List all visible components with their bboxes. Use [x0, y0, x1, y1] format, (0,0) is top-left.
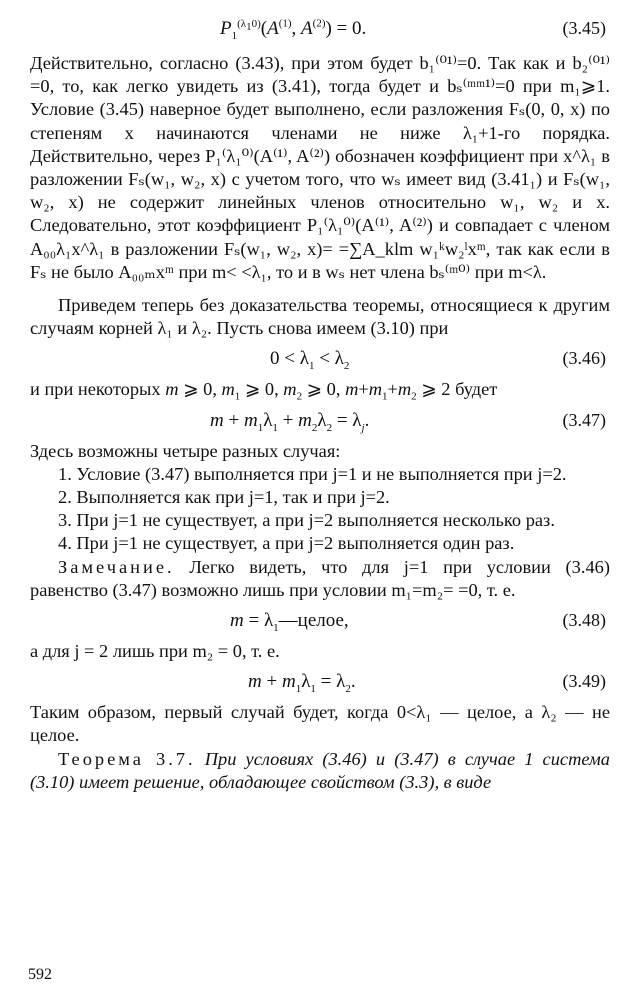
equation-3-48: $m = \lambda_1—целое$, (3.48) — [230, 610, 606, 634]
page-number: 592 — [28, 966, 52, 983]
remark-label: Замечание. — [58, 556, 175, 577]
equation-number: (3.46) — [562, 348, 606, 369]
case-1: 1. Условие (3.47) выполняется при j=1 и не выполняется при j=2. — [58, 463, 567, 484]
paragraph-5: а для j = 2 лишь при m₂ = 0, т. е. — [30, 641, 280, 662]
equation-3-47: $m + m_1\lambda_1 + m_2\lambda_2 = \lambda_j$. (3.47) — [210, 409, 606, 434]
theorem-text: При условиях (3.46) и (3.47) в случае 1 система (3.10) имеет решение, обладающее свойством (3.3), в виде — [30, 748, 610, 792]
theorem-label: Теорема 3.7. — [58, 748, 196, 769]
paragraph-2: Приведем теперь без доказательства теоремы, относящиеся к другим случаям корней λ₁ и λ₂. Пусть снова имеем (3.10) при — [30, 295, 610, 339]
paragraph-4: Здесь возможны четыре разных случая: — [30, 440, 341, 461]
equation-3-49: $m + m_1\lambda_1 = \lambda_2$. (3.49) — [248, 671, 606, 696]
equation-number: (3.45) — [562, 18, 606, 38]
remark-text: Легко видеть, что для j=1 при условии (3.46) равенство (3.47) возможно лишь при условии m₁=m₂= =0, т. е. — [30, 556, 610, 600]
paragraph-3: и при некоторых m ⩾ 0, $m_1$ ⩾ 0, $m_2$ ⩾ 0, $m+m_1+m_2$ ⩾ 2 будет — [30, 379, 498, 404]
document-page — [30, 14, 610, 794]
equation-3-46: $0 < \lambda_1 < \lambda_2$ (3.46) — [270, 348, 606, 373]
equation-3-45: $P_1^{(\lambda_10)}(A^{(1)}$, $A^{(2)}) = 0$. (3.45) — [220, 17, 606, 42]
equation-number: (3.47) — [562, 409, 606, 430]
theorem-3-7 — [30, 748, 610, 794]
remark — [30, 556, 610, 602]
equation-number: (3.48) — [562, 610, 606, 631]
case-3: 3. При j=1 не существует, а при j=2 выполняется несколько раз. — [58, 510, 555, 531]
case-4: 4. При j=1 не существует, а при j=2 выполняется один раз. — [58, 533, 515, 554]
equation-number: (3.49) — [562, 671, 606, 692]
paragraph-1: Действительно, согласно (3.43), при этом будет b₁⁽⁰¹⁾=0. Так как и b₂⁽⁰¹⁾=0, то, как легко увидеть из (3.41), тогда будет и bₛ⁽ᵐᵐ¹⁾=0 при m₁⩾1. Условие (3.45) наверное будет выполнено, если разложения Fₛ(0, 0, x) по степеням x начинаются членами не ниже λ₁+1-го порядка. Действительно, через P₁⁽λ₁⁰⁾(A⁽¹⁾, A⁽²⁾) обозначен коэффициент при x^λ₁ в разложении Fₛ(w₁, w₂, x) с учетом того, что wₛ имеет вид (3.41₁) и Fₛ(w₁, w₂, x) не содержит линейных членов относительно w₁, w₂ и x. Следовательно, этот коэффициент P₁⁽λ₁⁰⁾(A⁽¹⁾, A⁽²⁾) и совпадает с членом A₀₀λ₁x^λ₁ в разложении Fₛ(w₁, w₂, x)= =∑A_klm w₁ᵏw₂ˡxᵐ, так как если в Fₛ не было A₀₀ₘxᵐ при m< <λ₁, то и в wₛ нет члена bₛ⁽ᵐ⁰⁾ при m<λ. — [30, 53, 610, 282]
paragraph-6: Таким образом, первый случай будет, когда 0<λ₁ — целое, а λ₂ — не целое. — [30, 702, 610, 746]
case-2: 2. Выполняется как при j=1, так и при j=2. — [58, 487, 390, 508]
